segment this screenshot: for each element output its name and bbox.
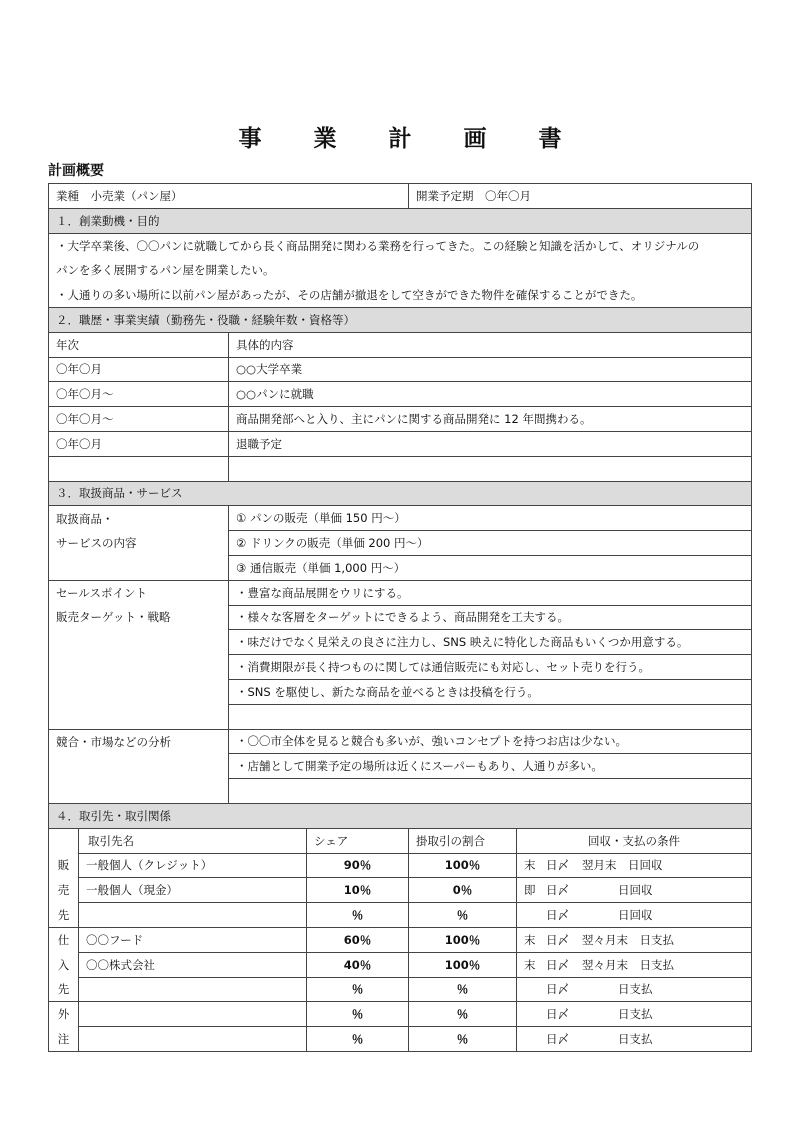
- partner-name: [79, 1027, 307, 1052]
- partner-share: 90％: [307, 853, 409, 878]
- s4-heading: ４．取引先・取引関係: [49, 803, 752, 828]
- terms-close: 日〆: [546, 1031, 569, 1046]
- partner-share: 60％: [307, 927, 409, 952]
- col-content: 具体的内容: [229, 332, 752, 357]
- partner-terms: [517, 878, 752, 903]
- career-year: 〇年〇月～: [49, 382, 229, 407]
- document-title: 事 業 計 画 書: [238, 126, 584, 152]
- partner-credit: 100％: [409, 952, 517, 977]
- s3-heading: ３．取扱商品・サービス: [49, 481, 752, 506]
- sales-label-blank: [49, 630, 229, 655]
- partner-row: [49, 878, 752, 903]
- terms-close: 日〆: [546, 932, 569, 947]
- group-char: 外: [49, 1002, 79, 1027]
- partner-name: 一般個人（現金）: [79, 878, 307, 903]
- terms-pay: 翌々月末 日支払: [582, 932, 674, 947]
- sales-item: ・味だけでなく見栄えの良さに注力し、SNS 映えに特化した商品もいくつか用意する。: [229, 630, 752, 655]
- partner-credit: ％: [409, 1027, 517, 1052]
- partner-terms: [517, 977, 752, 1002]
- competition-label: 競合・市場などの分析: [49, 729, 229, 754]
- competition-item: ・店舗として開業予定の場所は近くにスーパーもあり、人通りが多い。: [229, 754, 752, 779]
- partner-row: [49, 927, 752, 952]
- sales-label-2: 販売ターゲット・戦略: [49, 605, 229, 630]
- terms-pay: 翌月末 日回収: [582, 858, 663, 873]
- career-year: 〇年〇月～: [49, 407, 229, 432]
- career-row: [49, 407, 752, 432]
- sales-label-blank: [49, 679, 229, 704]
- terms-day: 末: [524, 957, 536, 972]
- product-item: ① パンの販売（単価 150 円～）: [229, 506, 752, 531]
- career-row: [49, 456, 752, 481]
- partner-name: 一般個人（クレジット）: [79, 853, 307, 878]
- competition-label-blank: [49, 754, 229, 779]
- partner-credit: ％: [409, 1002, 517, 1027]
- partner-name: [79, 1002, 307, 1027]
- col-year: 年次: [49, 332, 229, 357]
- partner-share: 10％: [307, 878, 409, 903]
- partner-credit: 100％: [409, 853, 517, 878]
- partner-share: 40％: [307, 952, 409, 977]
- partner-name: [79, 977, 307, 1002]
- product-item: ③ 通信販売（単価 1,000 円～）: [229, 555, 752, 580]
- career-content: ○○大学卒業: [229, 357, 752, 382]
- competition-label-blank: [49, 779, 229, 804]
- partner-share: ％: [307, 1002, 409, 1027]
- competition-item: [229, 779, 752, 804]
- group-char: 先: [49, 977, 79, 1002]
- partner-row: [49, 1027, 752, 1052]
- career-row: [49, 357, 752, 382]
- partner-name: [79, 903, 307, 928]
- career-year: 〇年〇月: [49, 431, 229, 456]
- terms-pay: 日支払: [618, 1007, 653, 1022]
- terms-pay: 日回収: [618, 908, 653, 922]
- partner-terms: [517, 1002, 752, 1027]
- sales-item: ・豊富な商品展開をウリにする。: [229, 580, 752, 605]
- career-row: [49, 431, 752, 456]
- sales-label-1: セールスポイント: [49, 580, 229, 605]
- terms-pay: 日回収: [618, 883, 653, 898]
- group-char: 先: [49, 903, 79, 928]
- competition-item: ・〇〇市全体を見ると競合も多いが、強いコンセプトを持つお店は少ない。: [229, 729, 752, 754]
- group-corner: [49, 828, 79, 853]
- group-char: 販: [49, 853, 79, 878]
- partner-row: [49, 952, 752, 977]
- partner-credit: 100％: [409, 927, 517, 952]
- group-char: 注: [49, 1027, 79, 1052]
- sales-label-blank: [49, 704, 229, 729]
- plan-table: [48, 183, 752, 1052]
- career-content: [229, 456, 752, 481]
- terms-pay: 日支払: [618, 1031, 653, 1046]
- terms-pay: 日支払: [618, 982, 653, 997]
- partner-share: ％: [307, 1027, 409, 1052]
- sales-item: ・様々な客層をターゲットにできるよう、商品開発を工夫する。: [229, 605, 752, 630]
- s1-line1: ・大学卒業後、〇〇パンに就職してから長く商品開発に関わる業務を行ってきた。この経験と知識を活かして、オリジナルの: [49, 233, 752, 258]
- terms-pay: 翌々月末 日支払: [582, 957, 674, 972]
- partner-row: [49, 977, 752, 1002]
- partner-row: [49, 1002, 752, 1027]
- terms-close: 日〆: [546, 982, 569, 997]
- sales-item: ・消費期限が長く持つものに関しては通信販売にも対応し、セット売りを行う。: [229, 655, 752, 680]
- col-partner-name: 取引先名: [79, 828, 307, 853]
- business-type: 業種 小売業（パン屋）: [49, 184, 409, 209]
- partner-share: ％: [307, 977, 409, 1002]
- terms-day: 末: [524, 932, 536, 947]
- partner-row: [49, 903, 752, 928]
- career-content: ○○パンに就職: [229, 382, 752, 407]
- terms-day: 末: [524, 858, 536, 873]
- products-label-2: サービスの内容: [49, 531, 229, 556]
- career-row: [49, 382, 752, 407]
- s1-line2: パンを多く展開するパン屋を開業したい。: [49, 258, 752, 283]
- group-char: 入: [49, 952, 79, 977]
- career-year: [49, 456, 229, 481]
- partner-terms: [517, 952, 752, 977]
- partner-credit: 0％: [409, 878, 517, 903]
- partner-credit: ％: [409, 977, 517, 1002]
- s1-line3: ・人通りの多い場所に以前パン屋があったが、その店舗が撤退をして空きができた物件を確保することができた。: [49, 283, 752, 308]
- s1-heading: １．創業動機・目的: [49, 208, 752, 233]
- col-terms: 回収・支払の条件: [517, 828, 752, 853]
- partner-terms: [517, 1027, 752, 1052]
- col-share: シェア: [307, 828, 409, 853]
- overview-label: 計画概要: [48, 163, 104, 179]
- group-char: 売: [49, 878, 79, 903]
- partner-row: [49, 853, 752, 878]
- products-label-blank: [49, 555, 229, 580]
- partner-name: 〇〇株式会社: [79, 952, 307, 977]
- products-label-1: 取扱商品・: [49, 506, 229, 531]
- career-year: 〇年〇月: [49, 357, 229, 382]
- partner-name: 〇〇フード: [79, 927, 307, 952]
- terms-close: 日〆: [546, 858, 569, 873]
- col-credit: 掛取引の割合: [409, 828, 517, 853]
- partner-credit: ％: [409, 903, 517, 928]
- sales-item: ・SNS を駆使し、新たな商品を並べるときは投稿を行う。: [229, 679, 752, 704]
- sales-label-blank: [49, 655, 229, 680]
- career-content: 商品開発部へと入り、主にパンに関する商品開発に 12 年間携わる。: [229, 407, 752, 432]
- group-char: 仕: [49, 927, 79, 952]
- product-item: ② ドリンクの販売（単価 200 円～）: [229, 531, 752, 556]
- partner-terms: [517, 903, 752, 928]
- career-content: 退職予定: [229, 431, 752, 456]
- opening-date: 開業予定期 〇年〇月: [409, 184, 752, 209]
- partner-terms: [517, 853, 752, 878]
- sales-item: [229, 704, 752, 729]
- s2-heading: ２．職歴・事業実績（勤務先・役職・経験年数・資格等）: [49, 307, 752, 332]
- terms-close: 日〆: [546, 883, 569, 898]
- terms-close: 日〆: [546, 908, 569, 922]
- partner-share: ％: [307, 903, 409, 928]
- terms-day: 即: [524, 883, 536, 898]
- partner-terms: [517, 927, 752, 952]
- terms-close: 日〆: [546, 957, 569, 972]
- terms-close: 日〆: [546, 1007, 569, 1022]
